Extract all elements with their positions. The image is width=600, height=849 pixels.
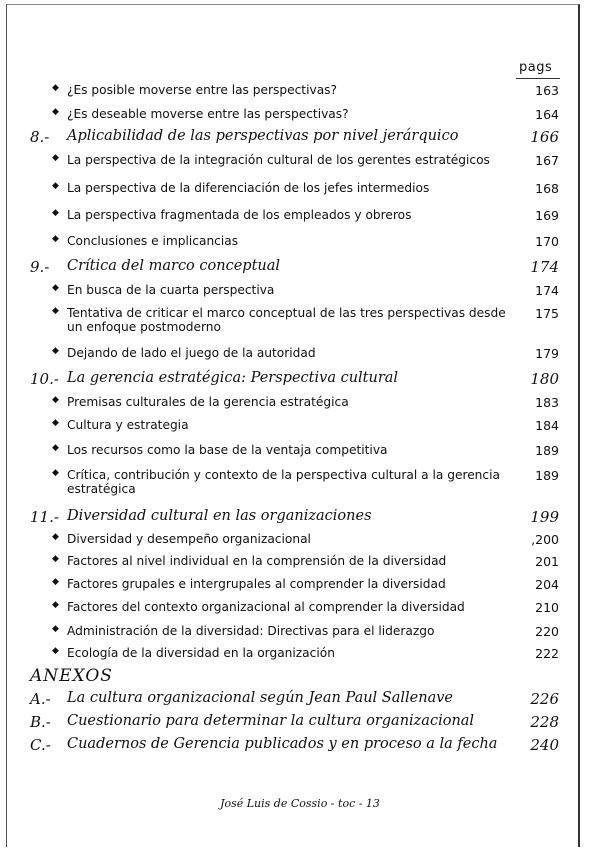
annex-page: 240 — [530, 736, 559, 754]
toc-entry-page: 220 — [535, 624, 559, 639]
toc-entry-title: Factores grupales e intergrupales al comprender la diversidad — [67, 577, 446, 591]
toc-entry-title: Administración de la diversidad: Directivas para el liderazgo — [67, 624, 435, 638]
bullet-icon: ◆ — [52, 646, 59, 656]
annex-title: Cuestionario para determinar la cultura organizacional — [67, 713, 475, 729]
bullet-icon: ◆ — [52, 181, 59, 191]
bullet-icon: ◆ — [52, 153, 59, 163]
toc-entry-title: Los recursos como la base de la ventaja competitiva — [67, 443, 388, 457]
toc-chapter-number: 11.- — [30, 508, 59, 526]
bullet-icon: ◆ — [52, 234, 59, 244]
toc-entry-page: 174 — [535, 283, 559, 298]
toc-chapter-page: 166 — [530, 128, 559, 146]
toc-entry-page: 222 — [535, 646, 559, 661]
annex-page: 228 — [530, 713, 559, 731]
toc-entry-title: ¿Es posible moverse entre las perspectivas? — [67, 83, 337, 97]
bullet-icon: ◆ — [52, 577, 59, 587]
toc-chapter-number: 9.- — [30, 258, 50, 276]
bullet-icon: ◆ — [52, 306, 59, 316]
toc-entry-page: 184 — [535, 418, 559, 433]
toc-entry-page: 167 — [535, 153, 559, 168]
toc-entry-page: 179 — [535, 346, 559, 361]
pages-column-label: pags — [519, 60, 553, 75]
toc-chapter-title: Diversidad cultural en las organizaciones — [67, 508, 372, 524]
toc-entry-page: 163 — [535, 83, 559, 98]
toc-entry-title: En busca de la cuarta perspectiva — [67, 283, 275, 297]
toc-entry-page: 204 — [535, 577, 559, 592]
toc-entry-page: 164 — [535, 107, 559, 122]
toc-entry-page: 168 — [535, 181, 559, 196]
bullet-icon: ◆ — [52, 418, 59, 428]
toc-chapter-page: 199 — [530, 508, 559, 526]
toc-entry-title: Cultura y estrategia — [67, 418, 189, 432]
toc-chapter-number: 8.- — [30, 128, 50, 146]
toc-entry-page: 175 — [535, 306, 559, 321]
bullet-icon: ◆ — [52, 208, 59, 218]
bullet-icon: ◆ — [52, 554, 59, 564]
toc-entry-title: Ecología de la diversidad en la organización — [67, 646, 335, 660]
bullet-icon: ◆ — [52, 624, 59, 634]
toc-entry-title: Diversidad y desempeño organizacional — [67, 532, 311, 546]
toc-entry-title: Dejando de lado el juego de la autoridad — [67, 346, 316, 360]
toc-entry-page: 183 — [535, 395, 559, 410]
toc-entry-page: 169 — [535, 208, 559, 223]
bullet-icon: ◆ — [52, 346, 59, 356]
toc-chapter-page: 174 — [530, 258, 559, 276]
toc-entry-title: Conclusiones e implicancias — [67, 234, 239, 248]
toc-entry-title: La perspectiva de la integración cultural de los gerentes estratégicos — [67, 153, 490, 167]
page-footer: José Luis de Cossio - toc - 13 — [220, 797, 380, 810]
annexes-heading: ANEXOS — [30, 666, 113, 686]
toc-entry-title: ¿Es deseable moverse entre las perspectivas? — [67, 107, 349, 121]
annex-title: La cultura organizacional según Jean Paul Sallenave — [67, 690, 453, 706]
toc-entry-title: Premisas culturales de la gerencia estratégica — [67, 395, 349, 409]
annex-number: A.- — [30, 690, 51, 708]
toc-chapter-title: Aplicabilidad de las perspectivas por nivel jerárquico — [67, 128, 459, 144]
bullet-icon: ◆ — [52, 468, 59, 478]
toc-entry-page: 210 — [535, 600, 559, 615]
annex-page: 226 — [530, 690, 559, 708]
bullet-icon: ◆ — [52, 443, 59, 453]
toc-entry-title: Crítica, contribución y contexto de la perspectiva cultural a la gerencia estratégica — [67, 468, 500, 496]
toc-entry-page: 201 — [535, 554, 559, 569]
toc-entry-title: Tentativa de criticar el marco conceptual de las tres perspectivas desde un enfoque postmoderno — [67, 306, 506, 334]
bullet-icon: ◆ — [52, 107, 59, 117]
toc-entry-title: Factores al nivel individual en la comprensión de la diversidad — [67, 554, 447, 568]
toc-entry-page: ,200 — [531, 532, 559, 547]
toc-entry-page: 189 — [535, 468, 559, 483]
bullet-icon: ◆ — [52, 83, 59, 93]
toc-entry-title: Factores del contexto organizacional al comprender la diversidad — [67, 600, 465, 614]
pages-column-rule — [516, 78, 560, 79]
toc-chapter-title: La gerencia estratégica: Perspectiva cultural — [67, 370, 399, 386]
annex-number: C.- — [30, 736, 51, 754]
toc-entry-title: La perspectiva fragmentada de los empleados y obreros — [67, 208, 412, 222]
bullet-icon: ◆ — [52, 395, 59, 405]
toc-entry-title: La perspectiva de la diferenciación de los jefes intermedios — [67, 181, 430, 195]
annex-title: Cuadernos de Gerencia publicados y en proceso a la fecha — [67, 736, 498, 752]
toc-chapter-number: 10.- — [30, 370, 59, 388]
toc-entry-page: 189 — [535, 443, 559, 458]
bullet-icon: ◆ — [52, 532, 59, 542]
bullet-icon: ◆ — [52, 600, 59, 610]
toc-entry-page: 170 — [535, 234, 559, 249]
annex-number: B.- — [30, 713, 51, 731]
bullet-icon: ◆ — [52, 283, 59, 293]
toc-chapter-title: Crítica del marco conceptual — [67, 258, 281, 274]
toc-chapter-page: 180 — [530, 370, 559, 388]
